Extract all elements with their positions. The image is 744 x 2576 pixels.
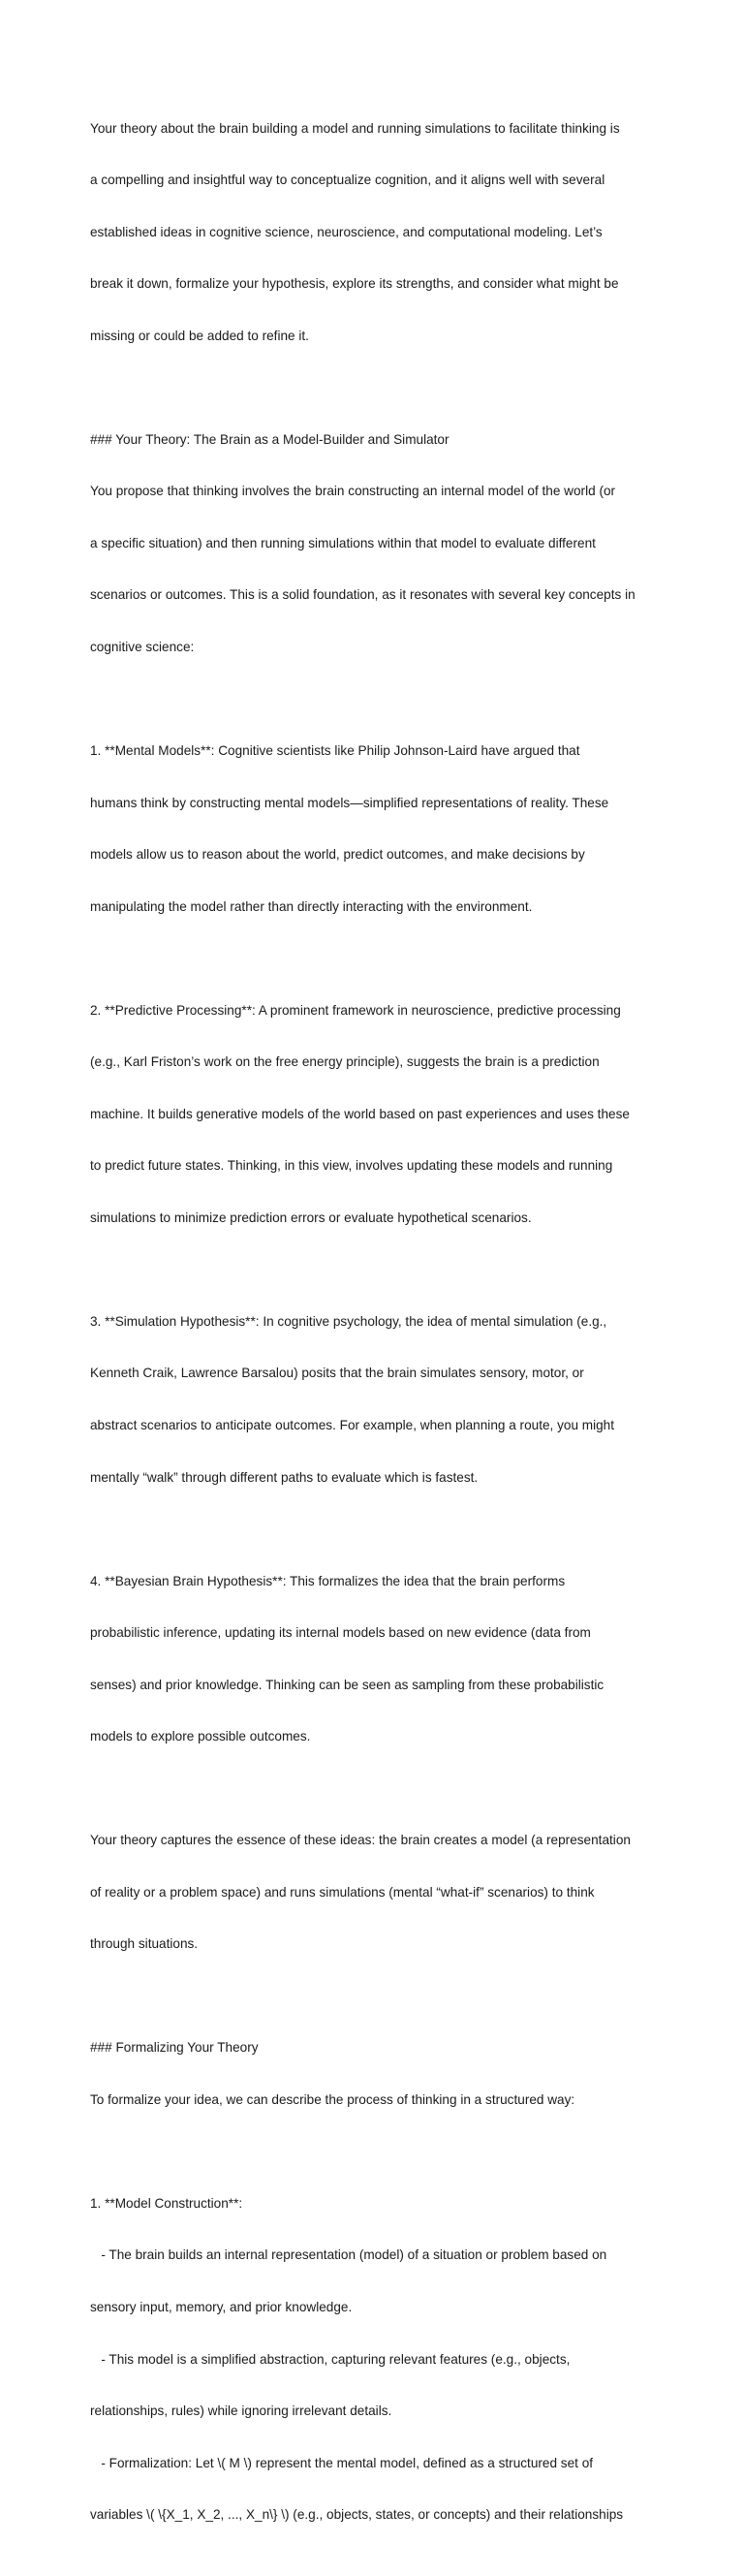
- text-line: simulations to minimize prediction errors or evaluate hypothetical scenarios.: [90, 1209, 532, 1225]
- text-line: models allow us to reason about the world, predict outcomes, and make decisions by: [90, 847, 585, 863]
- text-line: established ideas in cognitive science, neuroscience, and computational modeling. Let’s: [90, 224, 603, 239]
- text-line: scenarios or outcomes. This is a solid foundation, as it resonates with several key concepts in: [90, 587, 636, 603]
- text-line: You propose that thinking involves the brain constructing an internal model of the world (or: [90, 484, 616, 499]
- text-line: to predict future states. Thinking, in this view, involves updating these models and running: [90, 1158, 613, 1174]
- text-line: - Formalization: Let \( M \) represent the mental model, defined as a structured set of: [90, 2455, 594, 2470]
- text-line: 2. **Predictive Processing**: A prominent framework in neuroscience, predictive processing: [90, 1002, 621, 1018]
- text-line: 1. **Model Construction**:: [90, 2195, 243, 2211]
- text-line: sensory input, memory, and prior knowledge.: [90, 2300, 353, 2314]
- section-heading: ### Your Theory: The Brain as a Model-Builder and Simulator: [90, 431, 450, 447]
- text-line: (e.g., Karl Friston’s work on the free energy principle), suggests the brain is a prediction: [90, 1054, 600, 1070]
- section-heading: ### Formalizing Your Theory: [90, 2040, 259, 2056]
- text-line: humans think by constructing mental models—simplified representations of reality. These: [90, 795, 609, 810]
- text-line: - The brain builds an internal representation (model) of a situation or problem based on: [90, 2247, 607, 2263]
- text-line: a compelling and insightful way to conceptualize cognition, and it aligns well with several: [90, 173, 605, 188]
- text-line: senses) and prior knowledge. Thinking can be seen as sampling from these probabilistic: [90, 1677, 604, 1692]
- list-item-simulation-hypothesis: [90, 1278, 671, 1521]
- text-line: Kenneth Craik, Lawrence Barsalou) posits that the brain simulates sensory, motor, or: [90, 1366, 584, 1381]
- text-line: relationships, rules) while ignoring irrelevant details.: [90, 2403, 392, 2419]
- text-line: mentally “walk” through different paths to evaluate which is fastest.: [90, 1469, 479, 1485]
- text-line: Your theory captures the essence of these ideas: the brain creates a model (a representation: [90, 1833, 631, 1848]
- text-line: manipulating the model rather than directly interacting with the environment.: [90, 898, 533, 914]
- text-line: 3. **Simulation Hypothesis**: In cognitive psychology, the idea of mental simulation (e.g.,: [90, 1313, 607, 1329]
- text-line: - This model is a simplified abstraction, capturing relevant features (e.g., objects,: [90, 2351, 571, 2367]
- text-line: cognitive science:: [90, 640, 195, 654]
- list-item-mental-models: [90, 707, 671, 950]
- text-line: To formalize your idea, we can describe the process of thinking in a structured way:: [90, 2091, 575, 2107]
- text-line: probabilistic inference, updating its internal models based on new evidence (data from: [90, 1625, 591, 1641]
- text-line: of reality or a problem space) and runs simulations (mental “what-if” scenarios) to think: [90, 1884, 595, 1900]
- text-line: models to explore possible outcomes.: [90, 1729, 311, 1744]
- text-line: Your theory about the brain building a model and running simulations to facilitate thinking is: [90, 120, 620, 136]
- text-line: a specific situation) and then running simulations within that model to evaluate different: [90, 535, 596, 550]
- text-line: break it down, formalize your hypothesis, explore its strengths, and consider what might be: [90, 276, 619, 292]
- section-your-theory: [90, 396, 671, 690]
- text-line: 1. **Mental Models**: Cognitive scientists like Philip Johnson-Laird have argued that: [90, 743, 580, 759]
- paragraph-summary: [90, 1798, 671, 1988]
- text-line: missing or could be added to refine it.: [90, 328, 309, 343]
- paragraph-intro: [90, 85, 671, 379]
- list-item-predictive-processing: [90, 967, 671, 1261]
- list-item-model-construction: [90, 2160, 671, 2558]
- text-line: 4. **Bayesian Brain Hypothesis**: This formalizes the idea that the brain performs: [90, 1573, 566, 1588]
- document-page: [90, 85, 671, 2576]
- text-line: machine. It builds generative models of the world based on past experiences and uses these: [90, 1106, 630, 1121]
- text-line: variables \( \{X_1, X_2, ..., X_n\} \) (e.g., objects, states, or concepts) and their relationships: [90, 2507, 624, 2523]
- text-line: through situations.: [90, 1936, 199, 1952]
- text-line: abstract scenarios to anticipate outcomes. For example, when planning a route, you might: [90, 1417, 615, 1432]
- list-item-bayesian-brain: [90, 1538, 671, 1780]
- section-formalizing: [90, 2005, 671, 2144]
